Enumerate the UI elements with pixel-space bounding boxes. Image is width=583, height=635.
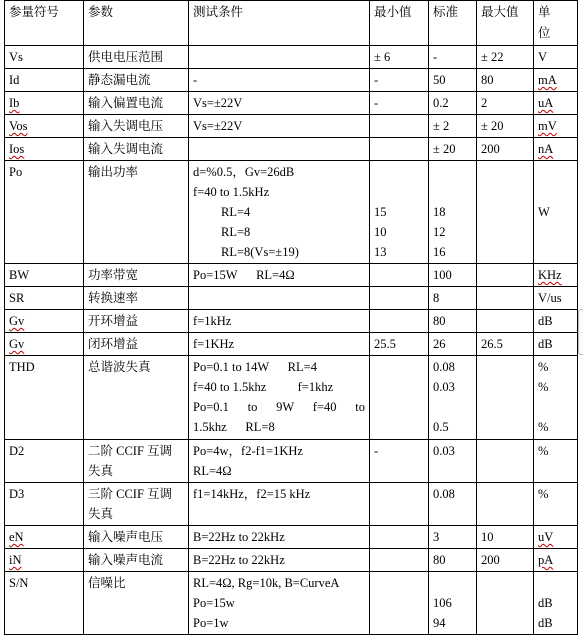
unit-value: dB bbox=[538, 596, 553, 610]
cell-typ bbox=[429, 549, 477, 572]
table-row bbox=[5, 138, 578, 161]
cell-min bbox=[370, 161, 429, 264]
symbol-text: D2 bbox=[9, 444, 25, 458]
header-min: 最小值 bbox=[370, 1, 429, 46]
unit-value: % bbox=[538, 420, 549, 434]
cell-typ bbox=[429, 572, 477, 635]
typ-value: 26 bbox=[433, 337, 446, 351]
typ-value bbox=[433, 397, 472, 417]
table-row bbox=[5, 333, 578, 356]
cell-unit bbox=[534, 310, 578, 333]
cell-max bbox=[477, 287, 534, 310]
symbol-text: Vs bbox=[9, 50, 23, 64]
cell-min bbox=[370, 46, 429, 69]
symbol-text: Ib bbox=[9, 96, 20, 110]
typ-value bbox=[433, 162, 472, 182]
cell-symbol bbox=[5, 46, 84, 69]
cell-typ bbox=[429, 356, 477, 440]
cell-condition bbox=[189, 69, 370, 92]
cell-unit bbox=[534, 483, 578, 526]
cell-min bbox=[370, 115, 429, 138]
min-value: - bbox=[374, 444, 379, 458]
condition-line: Po=15w bbox=[193, 596, 235, 610]
cell-symbol bbox=[5, 483, 84, 526]
cell-param: 静态漏电流 bbox=[84, 69, 189, 92]
max-value: ± 20 bbox=[481, 119, 504, 133]
unit-value: % bbox=[538, 487, 549, 501]
unit-text: nA bbox=[538, 142, 554, 156]
unit-text: uV bbox=[538, 530, 554, 544]
spec-table-body bbox=[5, 1, 578, 635]
symbol-text: Gv bbox=[9, 337, 25, 351]
cell-max bbox=[477, 138, 534, 161]
cell-typ bbox=[429, 333, 477, 356]
header-condition: 测试条件 bbox=[189, 1, 370, 46]
cell-unit bbox=[534, 138, 578, 161]
min-value bbox=[374, 182, 424, 202]
min-value: ± 6 bbox=[374, 50, 391, 64]
condition-line: RL=4 bbox=[221, 205, 251, 219]
cell-max bbox=[477, 92, 534, 115]
typ-value: ± 2 bbox=[433, 119, 450, 133]
cell-param: 输入失调电压 bbox=[84, 115, 189, 138]
typ-value: 0.08 bbox=[433, 360, 455, 374]
cell-unit bbox=[534, 333, 578, 356]
unit-text: mV bbox=[538, 119, 557, 133]
header-typ: 标准 bbox=[429, 1, 477, 46]
cell-typ bbox=[429, 46, 477, 69]
header-param: 参数 bbox=[84, 1, 189, 46]
cell-symbol bbox=[5, 115, 84, 138]
typ-value: 106 bbox=[433, 596, 452, 610]
cell-min bbox=[370, 92, 429, 115]
cell-typ bbox=[429, 483, 477, 526]
table-row bbox=[5, 526, 578, 549]
typ-value bbox=[433, 573, 472, 593]
typ-value: 8 bbox=[433, 291, 440, 305]
cell-max bbox=[477, 333, 534, 356]
table-row bbox=[5, 69, 578, 92]
typ-value: 80 bbox=[433, 553, 446, 567]
condition-line: f1=14kHz，f2=15 kHz bbox=[193, 487, 311, 501]
cell-unit bbox=[534, 526, 578, 549]
cell-condition bbox=[189, 287, 370, 310]
condition-line: 1.5khz RL=8 bbox=[193, 420, 275, 434]
condition-line: f=40 to 1.5khz f=1khz bbox=[193, 380, 334, 394]
condition-line: B=22Hz to 22kHz bbox=[193, 553, 285, 567]
cell-condition bbox=[189, 92, 370, 115]
cell-unit bbox=[534, 161, 578, 264]
typ-value: - bbox=[433, 50, 438, 64]
cell-max bbox=[477, 356, 534, 440]
typ-value: 80 bbox=[433, 314, 446, 328]
unit-value: W bbox=[538, 205, 550, 219]
table-row bbox=[5, 161, 578, 264]
typ-value: 0.2 bbox=[433, 96, 449, 110]
cell-typ bbox=[429, 69, 477, 92]
cell-param: 输入失调电流 bbox=[84, 138, 189, 161]
symbol-text: Id bbox=[9, 73, 20, 87]
table-row bbox=[5, 549, 578, 572]
cell-param: 二阶 CCIF 互调失真 bbox=[84, 440, 189, 483]
cell-param: 输出功率 bbox=[84, 161, 189, 264]
cell-symbol bbox=[5, 264, 84, 287]
symbol-text: THD bbox=[9, 360, 35, 374]
max-value: 200 bbox=[481, 142, 500, 156]
cell-symbol bbox=[5, 440, 84, 483]
table-row bbox=[5, 440, 578, 483]
condition-line: B=22Hz to 22kHz bbox=[193, 530, 285, 544]
cell-unit bbox=[534, 440, 578, 483]
header-unit-line: 位 bbox=[538, 26, 551, 40]
min-value bbox=[374, 162, 424, 182]
typ-value: 3 bbox=[433, 530, 440, 544]
cell-typ bbox=[429, 526, 477, 549]
cell-param: 三阶 CCIF 互调失真 bbox=[84, 483, 189, 526]
unit-value bbox=[538, 139, 573, 159]
unit-value bbox=[538, 182, 573, 202]
max-value: 10 bbox=[481, 530, 494, 544]
condition-line: - bbox=[193, 73, 198, 87]
typ-value: ± 20 bbox=[433, 142, 456, 156]
header-unit-line: 单 bbox=[538, 5, 551, 19]
cell-symbol bbox=[5, 356, 84, 440]
cell-condition bbox=[189, 356, 370, 440]
cell-min bbox=[370, 310, 429, 333]
cell-unit bbox=[534, 115, 578, 138]
min-value: 10 bbox=[374, 225, 387, 239]
cell-condition bbox=[189, 572, 370, 635]
min-value: - bbox=[374, 96, 379, 110]
table-row bbox=[5, 356, 578, 440]
max-value: 26.5 bbox=[481, 337, 503, 351]
cell-unit bbox=[534, 356, 578, 440]
unit-value bbox=[538, 70, 573, 90]
cell-param: 输入偏置电流 bbox=[84, 92, 189, 115]
unit-value: % bbox=[538, 360, 549, 374]
unit-value: V bbox=[538, 50, 548, 64]
cell-symbol bbox=[5, 333, 84, 356]
cell-condition bbox=[189, 333, 370, 356]
cell-symbol bbox=[5, 161, 84, 264]
condition-line: RL=8 bbox=[221, 225, 251, 239]
condition-line: Po=0.1 to 9W f=40 to bbox=[193, 400, 365, 414]
cell-condition bbox=[189, 310, 370, 333]
max-value: 200 bbox=[481, 553, 500, 567]
table-row bbox=[5, 92, 578, 115]
cell-typ bbox=[429, 264, 477, 287]
unit-value bbox=[538, 527, 573, 547]
cell-unit bbox=[534, 264, 578, 287]
typ-value: 0.5 bbox=[433, 420, 449, 434]
unit-value bbox=[538, 550, 573, 570]
cell-unit bbox=[534, 69, 578, 92]
condition-line: RL=4Ω bbox=[193, 464, 232, 478]
typ-value: 94 bbox=[433, 616, 446, 630]
cell-unit bbox=[534, 46, 578, 69]
symbol-text: D3 bbox=[9, 487, 25, 501]
cell-symbol bbox=[5, 138, 84, 161]
cell-min bbox=[370, 526, 429, 549]
cell-max bbox=[477, 69, 534, 92]
table-row bbox=[5, 115, 578, 138]
cell-typ bbox=[429, 92, 477, 115]
table-row bbox=[5, 483, 578, 526]
cell-typ bbox=[429, 310, 477, 333]
typ-value: 0.03 bbox=[433, 380, 455, 394]
cell-param: 总谐波失真 bbox=[84, 356, 189, 440]
cell-symbol bbox=[5, 572, 84, 635]
max-value: 2 bbox=[481, 96, 488, 110]
cell-min bbox=[370, 264, 429, 287]
condition-line: Po=1w bbox=[193, 616, 229, 630]
symbol-text: Vos bbox=[9, 119, 28, 133]
cell-condition bbox=[189, 526, 370, 549]
cell-param: 输入噪声电流 bbox=[84, 549, 189, 572]
cell-max bbox=[477, 572, 534, 635]
unit-value: dB bbox=[538, 314, 553, 328]
cell-max bbox=[477, 115, 534, 138]
typ-value: 100 bbox=[433, 268, 452, 282]
cell-max bbox=[477, 46, 534, 69]
cell-min bbox=[370, 549, 429, 572]
cell-unit bbox=[534, 549, 578, 572]
condition-line: Po=15W RL=4Ω bbox=[193, 268, 295, 282]
symbol-text: Ios bbox=[9, 142, 25, 156]
cell-typ bbox=[429, 138, 477, 161]
cell-symbol bbox=[5, 287, 84, 310]
cell-symbol bbox=[5, 310, 84, 333]
typ-value: 12 bbox=[433, 225, 446, 239]
condition-line: f=1KHz bbox=[193, 337, 235, 351]
min-value: 25.5 bbox=[374, 337, 396, 351]
cell-min bbox=[370, 483, 429, 526]
cell-unit bbox=[534, 287, 578, 310]
typ-value: 0.03 bbox=[433, 444, 455, 458]
max-value: 80 bbox=[481, 73, 494, 87]
typ-value: 18 bbox=[433, 205, 446, 219]
cell-param: 供电电压范围 bbox=[84, 46, 189, 69]
cell-max bbox=[477, 264, 534, 287]
header-max: 最大值 bbox=[477, 1, 534, 46]
unit-value: dB bbox=[538, 337, 553, 351]
unit-value bbox=[538, 162, 573, 182]
typ-value: 50 bbox=[433, 73, 446, 87]
condition-line: RL=8(Vs=±19) bbox=[221, 245, 299, 259]
header-symbol: 参量符号 bbox=[5, 1, 84, 46]
cell-param: 输入噪声电压 bbox=[84, 526, 189, 549]
unit-value bbox=[538, 397, 573, 417]
cell-min bbox=[370, 69, 429, 92]
cell-min bbox=[370, 572, 429, 635]
symbol-text: BW bbox=[9, 268, 30, 282]
table-row bbox=[5, 46, 578, 69]
unit-value bbox=[538, 573, 573, 593]
unit-value bbox=[538, 265, 573, 285]
max-value: ± 22 bbox=[481, 50, 504, 64]
cell-param: 开环增益 bbox=[84, 310, 189, 333]
condition-line: d=%0.5，Gv=26dB bbox=[193, 165, 295, 179]
cell-symbol bbox=[5, 69, 84, 92]
cell-typ bbox=[429, 161, 477, 264]
cell-symbol bbox=[5, 92, 84, 115]
typ-value: 16 bbox=[433, 245, 446, 259]
cell-condition bbox=[189, 264, 370, 287]
cell-condition bbox=[189, 161, 370, 264]
header-unit bbox=[534, 1, 578, 46]
cell-symbol bbox=[5, 526, 84, 549]
unit-text: KHz bbox=[538, 268, 562, 282]
min-value: - bbox=[374, 73, 379, 87]
condition-line: Vs=±22V bbox=[193, 96, 243, 110]
spec-table bbox=[4, 0, 578, 635]
cell-param: 转换速率 bbox=[84, 287, 189, 310]
cell-condition bbox=[189, 46, 370, 69]
cell-min bbox=[370, 440, 429, 483]
condition-line: Po=4w，f2-f1=1KHz bbox=[193, 444, 303, 458]
unit-value: % bbox=[538, 380, 549, 394]
unit-value: % bbox=[538, 444, 549, 458]
cell-param: 信噪比 bbox=[84, 572, 189, 635]
condition-line: f=1kHz bbox=[193, 314, 232, 328]
unit-value bbox=[538, 116, 573, 136]
symbol-text: Gv bbox=[9, 314, 25, 328]
cell-unit bbox=[534, 572, 578, 635]
cell-min bbox=[370, 333, 429, 356]
condition-line: Po=0.1 to 14W RL=4 bbox=[193, 360, 317, 374]
min-value: 13 bbox=[374, 245, 387, 259]
scroll-edge-tab[interactable] bbox=[578, 309, 583, 355]
cell-typ bbox=[429, 115, 477, 138]
table-row bbox=[5, 287, 578, 310]
cell-symbol bbox=[5, 549, 84, 572]
unit-value: dB bbox=[538, 616, 553, 630]
condition-line: Vs=±22V bbox=[193, 119, 243, 133]
header-row bbox=[5, 1, 578, 46]
cell-typ bbox=[429, 440, 477, 483]
symbol-text: eN bbox=[9, 530, 24, 544]
cell-condition bbox=[189, 483, 370, 526]
symbol-text: Po bbox=[9, 165, 23, 179]
unit-value bbox=[538, 93, 573, 113]
symbol-text: S/N bbox=[9, 576, 29, 590]
unit-text: pA bbox=[538, 553, 554, 567]
unit-text: uA bbox=[538, 96, 554, 110]
condition-line: f=40 to 1.5kHz bbox=[193, 185, 270, 199]
cell-max bbox=[477, 440, 534, 483]
cell-condition bbox=[189, 138, 370, 161]
table-row bbox=[5, 572, 578, 635]
typ-value: 0.08 bbox=[433, 487, 455, 501]
symbol-text: SR bbox=[9, 291, 25, 305]
min-value: 15 bbox=[374, 205, 387, 219]
cell-condition bbox=[189, 115, 370, 138]
condition-line: RL=4Ω, Rg=10k, B=CurveA bbox=[193, 576, 340, 590]
cell-typ bbox=[429, 287, 477, 310]
cell-min bbox=[370, 356, 429, 440]
cell-unit bbox=[534, 92, 578, 115]
cell-condition bbox=[189, 549, 370, 572]
table-row bbox=[5, 310, 578, 333]
unit-value: V/us bbox=[538, 291, 562, 305]
table-row bbox=[5, 264, 578, 287]
cell-condition bbox=[189, 440, 370, 483]
typ-value bbox=[433, 182, 472, 202]
unit-text: mA bbox=[538, 73, 557, 87]
cell-max bbox=[477, 161, 534, 264]
cell-min bbox=[370, 138, 429, 161]
cell-max bbox=[477, 549, 534, 572]
cell-max bbox=[477, 483, 534, 526]
cell-max bbox=[477, 526, 534, 549]
cell-param: 功率带宽 bbox=[84, 264, 189, 287]
symbol-text: iN bbox=[9, 553, 22, 567]
cell-param: 闭环增益 bbox=[84, 333, 189, 356]
cell-min bbox=[370, 287, 429, 310]
cell-max bbox=[477, 310, 534, 333]
